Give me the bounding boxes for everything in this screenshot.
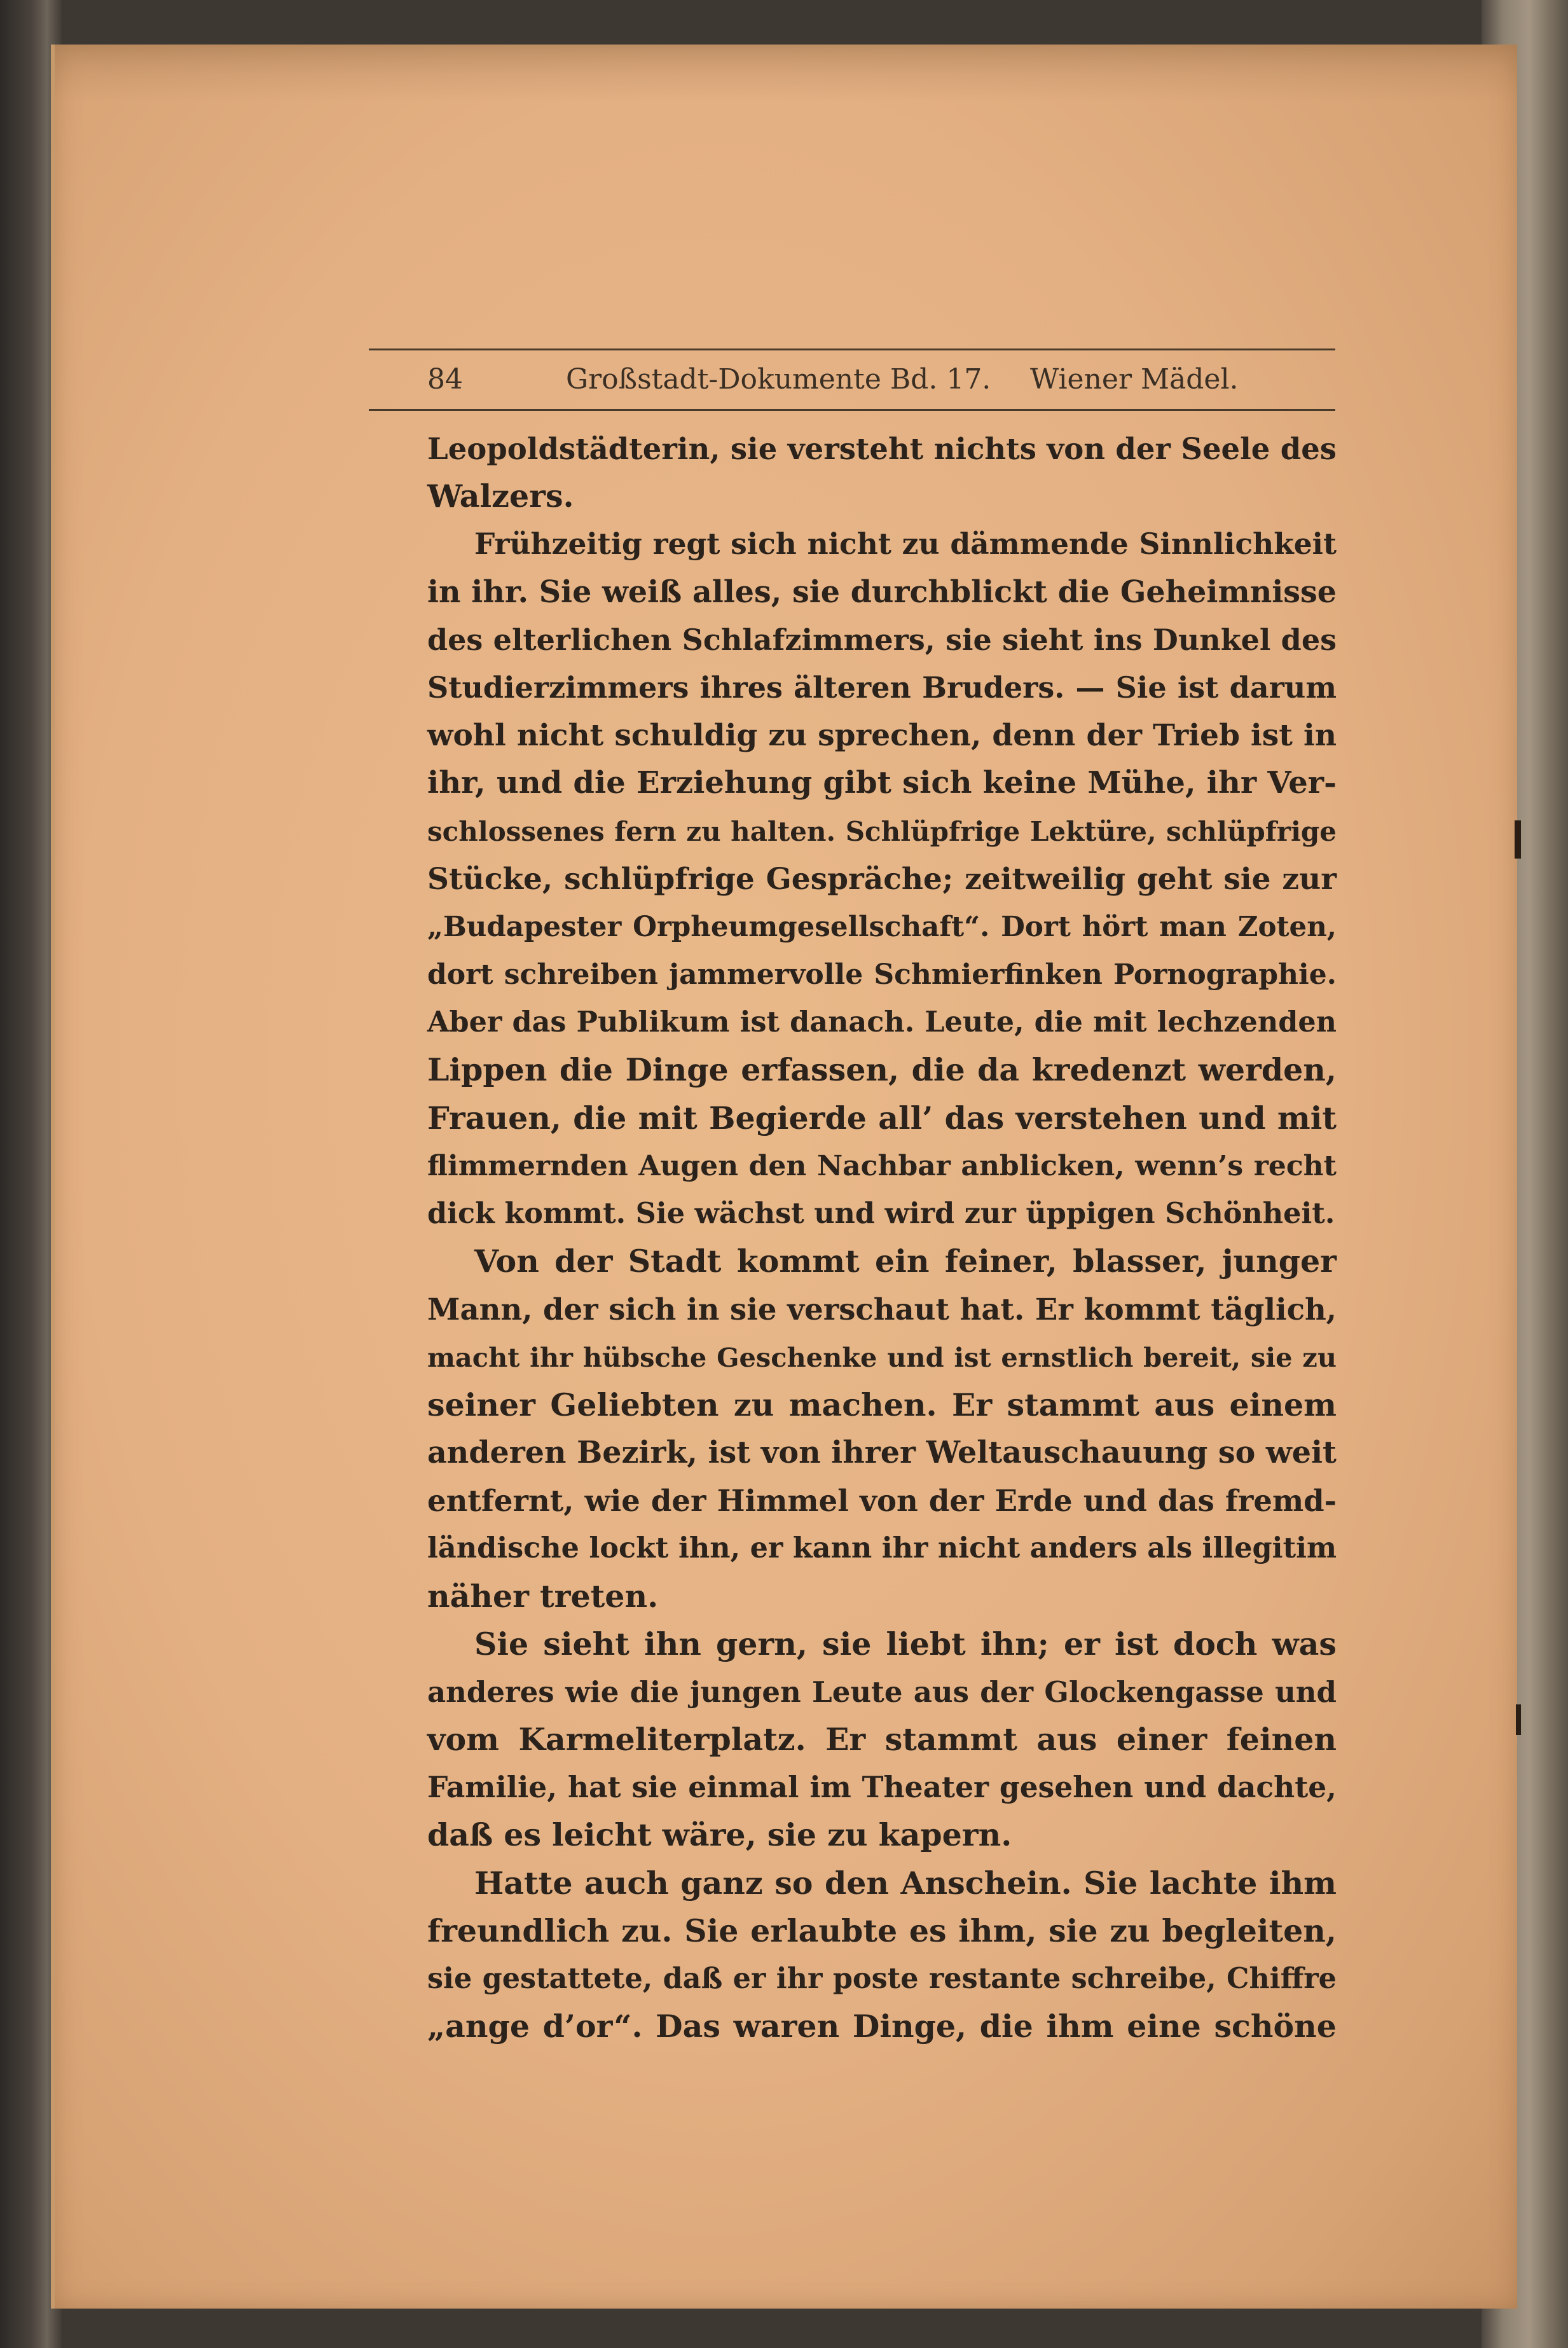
- text-line: Leopoldstädterin, sie versteht nichts von der Seele des: [427, 431, 1337, 466]
- edge-mark: [1515, 820, 1521, 859]
- text-line: Frauen, die mit Begierde all’ das verstehen und mit: [427, 1099, 1337, 1136]
- text-line: anderen Bezirk, ist von ihrer Weltauschauung so weit: [427, 1434, 1337, 1470]
- text-line: schlossenes fern zu halten. Schlüpfrige Lektüre, schlüpfrige: [427, 815, 1337, 847]
- text-line: Hatte auch ganz so den Anschein. Sie lachte ihm: [474, 1864, 1337, 1902]
- text-line: Mann, der sich in sie verschaut hat. Er kommt täglich,: [427, 1292, 1337, 1327]
- body-text: [427, 425, 1337, 2050]
- page-number: 84: [427, 363, 463, 396]
- text-line: daß es leicht wäre, sie zu kapern.: [427, 1816, 1012, 1854]
- text-line: in ihr. Sie weiß alles, sie durchblickt die Geheimnisse: [427, 574, 1337, 610]
- text-line: Familie, hat sie einmal im Theater gesehen und dachte,: [427, 1770, 1337, 1805]
- text-line: Von der Stadt kommt ein feiner, blasser, junger: [474, 1243, 1337, 1280]
- running-header: [369, 349, 1335, 411]
- page-shadow: [55, 45, 1517, 102]
- text-line: Stücke, schlüpfrige Gespräche; zeitweilig geht sie zur: [427, 861, 1337, 897]
- text-line: „Budapester Orpheumgesellschaft“. Dort hört man Zoten,: [427, 910, 1337, 943]
- text-line: vom Karmeliterplatz. Er stammt aus einer feinen: [427, 1721, 1337, 1758]
- volume-title: Wiener Mädel.: [1030, 363, 1239, 396]
- text-line: Studierzimmers ihres älteren Bruders. — Sie ist darum: [427, 670, 1337, 705]
- text-line: dort schreiben jammervolle Schmierfinken Pornographie.: [427, 958, 1337, 991]
- text-line: näher treten.: [427, 1577, 659, 1615]
- text-line: dick kommt. Sie wächst und wird zur üppigen Schönheit.: [427, 1197, 1335, 1230]
- series-title: Großstadt-Dokumente Bd. 17.: [566, 363, 991, 396]
- text-line: Sie sieht ihn gern, sie liebt ihn; er ist doch was: [474, 1625, 1337, 1662]
- text-line: entfernt, wie der Himmel von der Erde und das fremd-: [427, 1483, 1337, 1519]
- text-line: Walzers.: [427, 478, 574, 515]
- text-line: ländische lockt ihn, er kann ihr nicht anders als illegitim: [427, 1531, 1337, 1565]
- text-line: seiner Geliebten zu machen. Er stammt aus einem: [427, 1386, 1337, 1423]
- text-line: ihr, und die Erziehung gibt sich keine Mühe, ihr Ver-: [427, 765, 1337, 801]
- text-line: anderes wie die jungen Leute aus der Glockengasse und: [427, 1675, 1337, 1709]
- edge-mark: [1516, 1704, 1521, 1735]
- text-line: flimmernden Augen den Nachbar anblicken, wenn’s recht: [427, 1149, 1337, 1182]
- text-line: des elterlichen Schlafzimmers, sie sieht ins Dunkel des: [427, 622, 1337, 657]
- text-line: Aber das Publikum ist danach. Leute, die mit lechzenden: [427, 1005, 1337, 1039]
- text-line: Lippen die Dinge erfassen, die da kredenzt werden,: [427, 1051, 1337, 1089]
- text-line: Frühzeitig regt sich nicht zu dämmende Sinnlichkeit: [474, 527, 1337, 562]
- text-line: „ange d’or“. Das waren Dinge, die ihm eine schöne: [427, 2008, 1337, 2045]
- text-line: wohl nicht schuldig zu sprechen, denn der Trieb ist in: [427, 718, 1337, 754]
- text-line: freundlich zu. Sie erlaubte es ihm, sie zu begleiten,: [427, 1912, 1337, 1949]
- text-line: sie gestattete, daß er ihr poste restante schreibe, Chiffre: [427, 1962, 1337, 1995]
- text-line: macht ihr hübsche Geschenke und ist ernstlich bereit, sie zu: [427, 1341, 1337, 1373]
